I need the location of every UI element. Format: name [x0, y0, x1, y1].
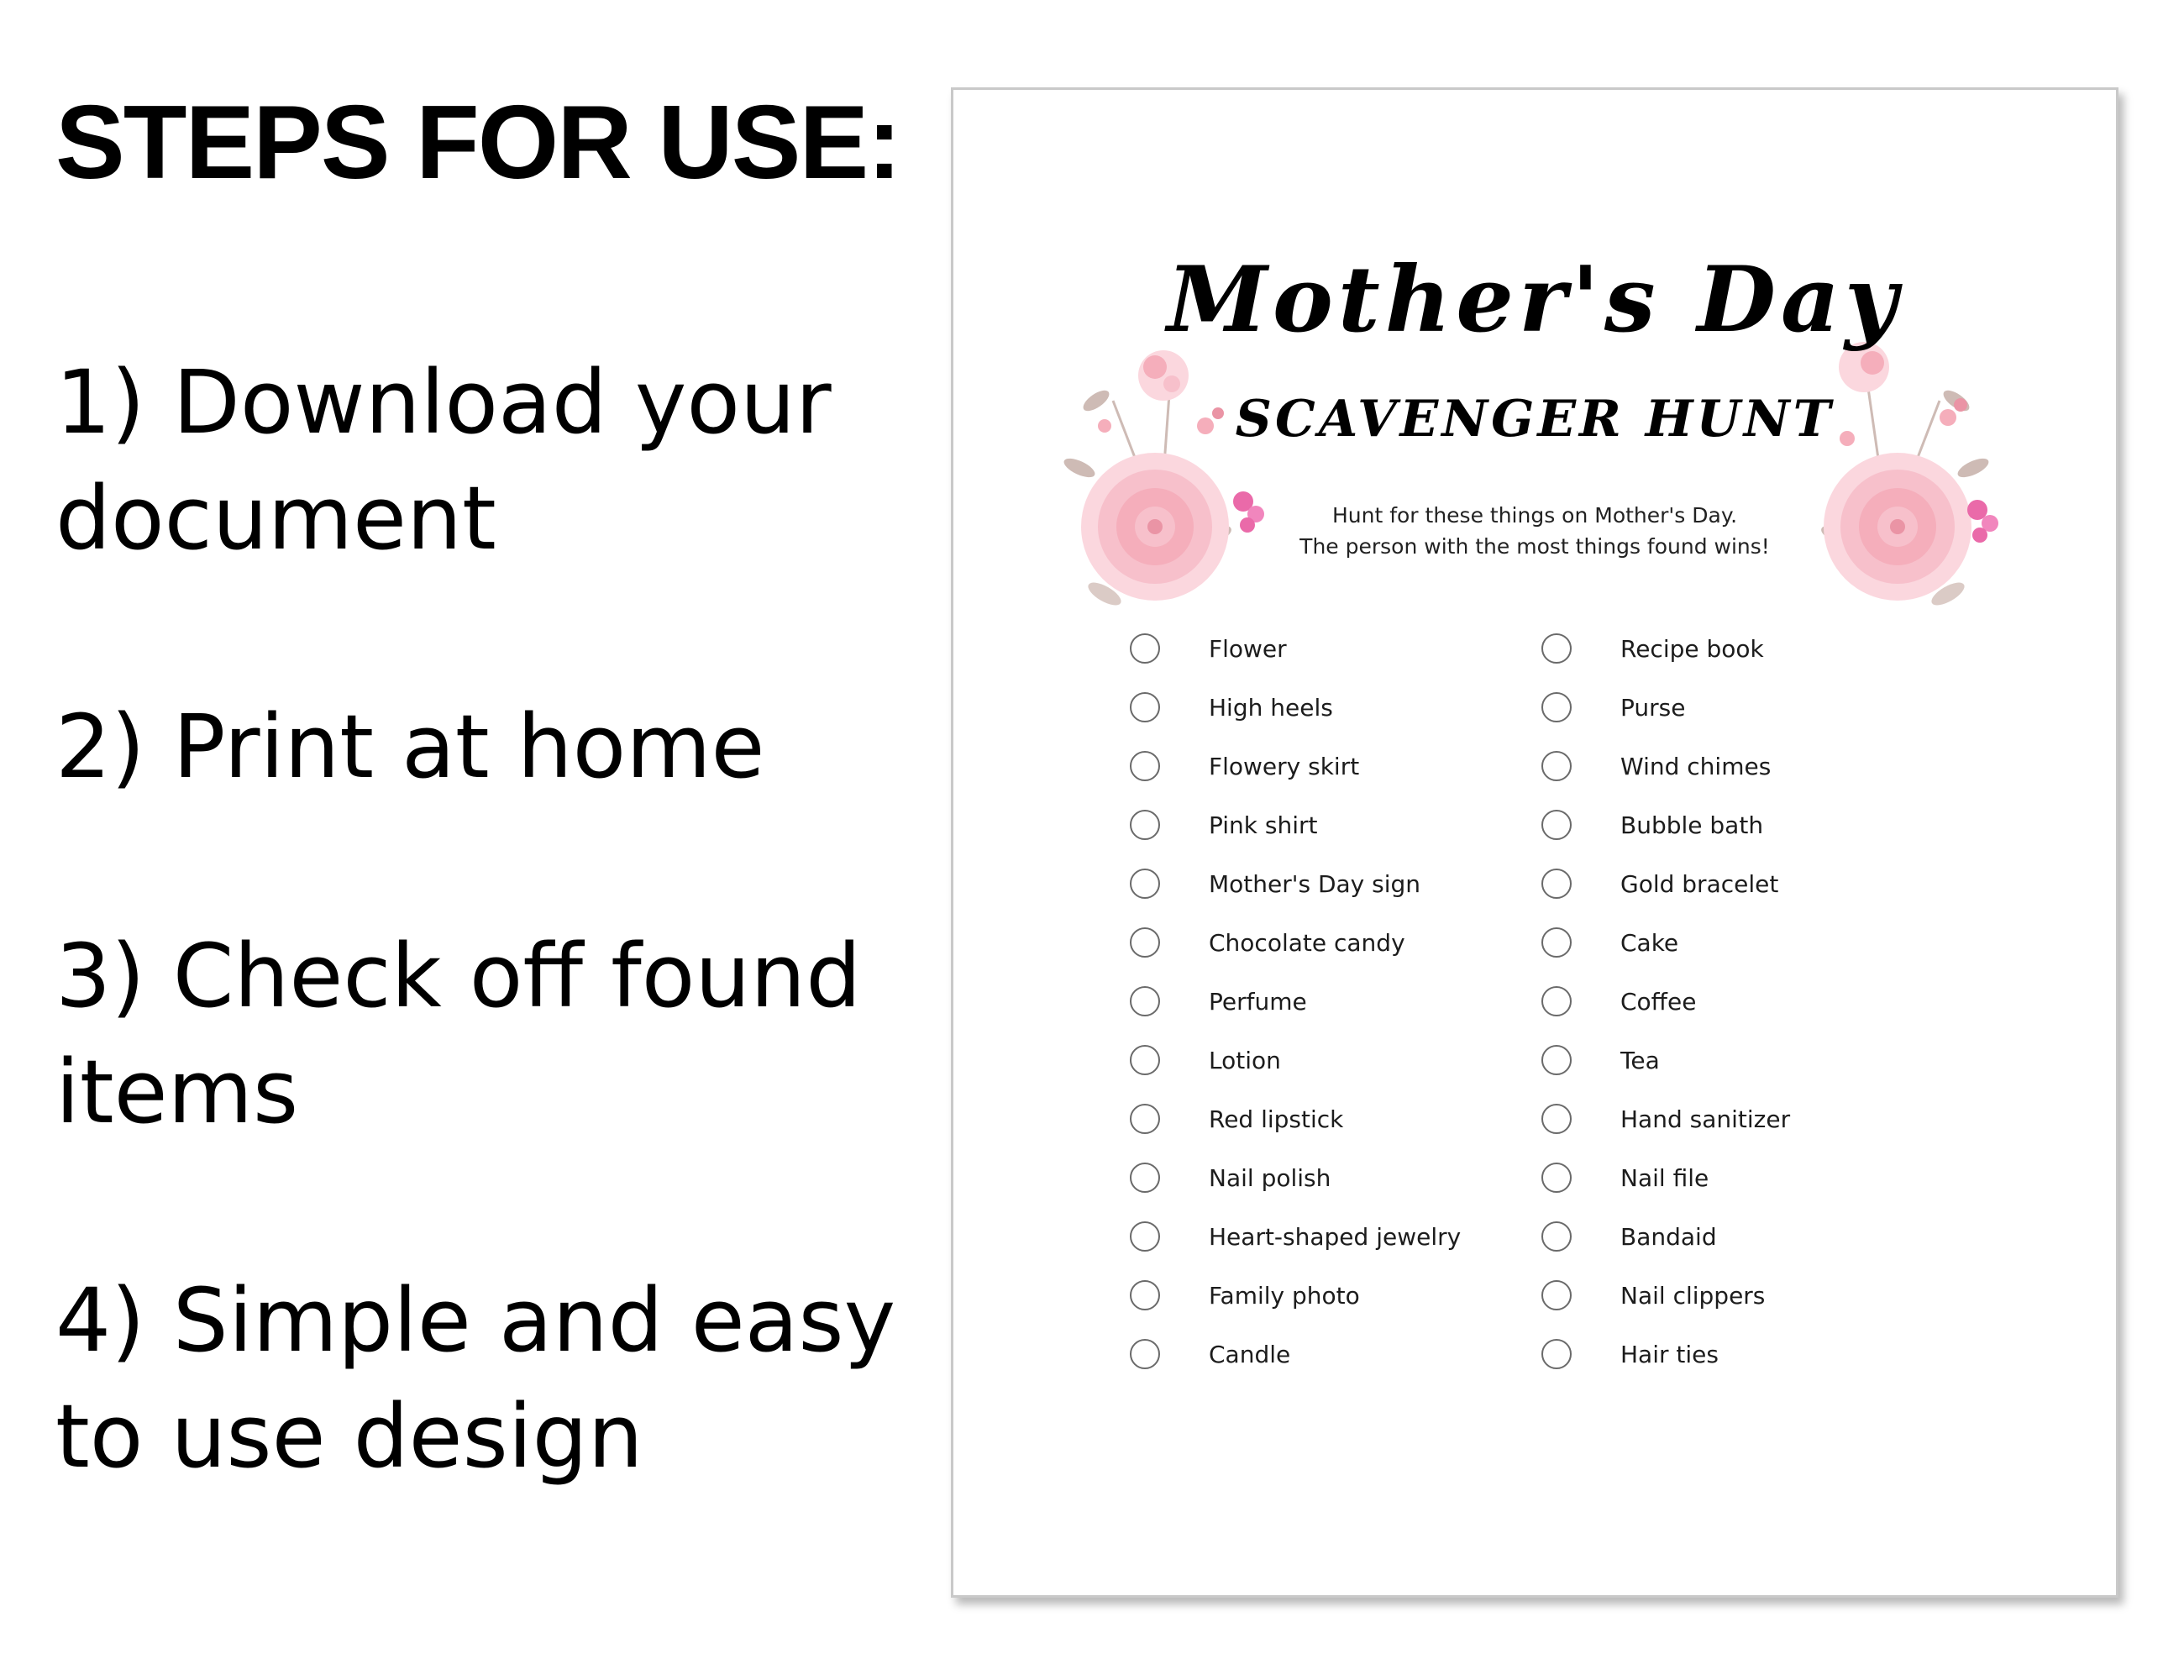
checkbox-circle-icon: [1130, 869, 1160, 899]
checklist-item: [1130, 1266, 1567, 1325]
checklist-item: [1541, 795, 1978, 854]
checklist-item-label: Candle: [1209, 1340, 1291, 1368]
checklist-item-label: Lotion: [1209, 1046, 1281, 1074]
checklist-item: [1130, 1148, 1567, 1207]
checkbox-circle-icon: [1541, 692, 1572, 722]
sheet-subtitle: SCAVENGER HUNT: [1235, 390, 1835, 449]
checklist-item-label: Bubble bath: [1620, 811, 1764, 839]
checkbox-circle-icon: [1541, 927, 1572, 958]
checklist-item: [1541, 1266, 1978, 1325]
checklist-item-label: Red lipstick: [1209, 1105, 1344, 1133]
checkbox-circle-icon: [1541, 1280, 1572, 1310]
checklist-item-label: Chocolate candy: [1209, 928, 1405, 957]
checklist-item: [1541, 619, 1978, 678]
checkbox-circle-icon: [1541, 869, 1572, 899]
checklist-item: [1130, 913, 1567, 972]
checklist-item: [1130, 1089, 1567, 1148]
checklist-item-label: Bandaid: [1620, 1222, 1717, 1251]
checklist-item-label: Family photo: [1209, 1281, 1360, 1310]
printable-sheet-preview: [951, 87, 2118, 1598]
checklist-item-label: Pink shirt: [1209, 811, 1318, 839]
checklist-item-label: Hand sanitizer: [1620, 1105, 1791, 1133]
checkbox-circle-icon: [1130, 810, 1160, 840]
steps-panel: [55, 76, 912, 1488]
checklist-item-label: Mother's Day sign: [1209, 869, 1421, 898]
step-simple-design: 4) Simple and easy to use design: [55, 1269, 896, 1488]
checkbox-circle-icon: [1130, 1104, 1160, 1134]
checklist-item-label: Nail clippers: [1620, 1281, 1766, 1310]
checklist-item: [1130, 1207, 1567, 1266]
checkbox-circle-icon: [1541, 633, 1572, 664]
checklist-right-column: [1541, 619, 1978, 1383]
checklist-item: [1541, 1148, 1978, 1207]
checkbox-circle-icon: [1130, 1221, 1160, 1252]
step-print: 2) Print at home: [55, 696, 765, 798]
checklist-item-label: Hair ties: [1620, 1340, 1719, 1368]
checklist-item: [1541, 854, 1978, 913]
checklist-item-label: Flower: [1209, 634, 1287, 663]
checkbox-circle-icon: [1541, 810, 1572, 840]
checklist-item-label: Nail polish: [1209, 1163, 1331, 1192]
checklist-item: [1130, 1325, 1567, 1383]
checklist-item-label: Tea: [1620, 1046, 1660, 1074]
checkbox-circle-icon: [1541, 986, 1572, 1016]
checklist-item-label: Heart-shaped jewelry: [1209, 1222, 1462, 1251]
checklist-item: [1541, 737, 1978, 795]
checkbox-circle-icon: [1130, 1280, 1160, 1310]
checkbox-circle-icon: [1130, 1045, 1160, 1075]
checkbox-circle-icon: [1541, 1045, 1572, 1075]
checklist-item: [1541, 1031, 1978, 1089]
checklist-item-label: Gold bracelet: [1620, 869, 1779, 898]
checklist-item-label: Nail file: [1620, 1163, 1709, 1192]
checkbox-circle-icon: [1541, 1339, 1572, 1369]
checklist-item-label: Cake: [1620, 928, 1679, 957]
checkbox-circle-icon: [1130, 633, 1160, 664]
checklist-item: [1130, 678, 1567, 737]
checklist-item: [1130, 737, 1567, 795]
sheet-title: Mother's Day: [1167, 247, 1903, 353]
checkbox-circle-icon: [1130, 692, 1160, 722]
checklist-item-label: High heels: [1209, 693, 1333, 722]
checklist-item-label: Perfume: [1209, 987, 1307, 1016]
checklist-item: [1130, 619, 1567, 678]
instruction-line: Hunt for these things on Mother's Day.: [1331, 503, 1738, 528]
steps-heading: STEPS FOR USE:: [55, 85, 900, 201]
step-download: 1) Download your document: [55, 351, 832, 570]
checkbox-circle-icon: [1130, 751, 1160, 781]
step-check-off: 3) Check off found items: [55, 925, 862, 1143]
checklist-item: [1130, 795, 1567, 854]
checkbox-circle-icon: [1130, 927, 1160, 958]
checkbox-circle-icon: [1541, 1104, 1572, 1134]
checklist-item: [1130, 1031, 1567, 1089]
instruction-line: The person with the most things found wins!: [1299, 534, 1770, 559]
checklist-item-label: Purse: [1620, 693, 1686, 722]
checklist-item: [1541, 1325, 1978, 1383]
checklist-item-label: Wind chimes: [1620, 752, 1772, 780]
checklist-item: [1541, 913, 1978, 972]
checkbox-circle-icon: [1130, 1339, 1160, 1369]
checkbox-circle-icon: [1541, 1221, 1572, 1252]
checklist-item: [1541, 972, 1978, 1031]
checkbox-circle-icon: [1541, 1163, 1572, 1193]
sheet-instructions: [953, 500, 2116, 562]
checkbox-circle-icon: [1130, 1163, 1160, 1193]
checklist-item: [1130, 972, 1567, 1031]
checklist-item-label: Recipe book: [1620, 634, 1764, 663]
checklist-item-label: Coffee: [1620, 987, 1697, 1016]
checklist-item: [1541, 1089, 1978, 1148]
checklist-item: [1541, 1207, 1978, 1266]
checkbox-circle-icon: [1130, 986, 1160, 1016]
checklist-item: [1130, 854, 1567, 913]
checkbox-circle-icon: [1541, 751, 1572, 781]
checklist-item-label: Flowery skirt: [1209, 752, 1360, 780]
checklist-item: [1541, 678, 1978, 737]
checklist-left-column: [1130, 619, 1567, 1383]
